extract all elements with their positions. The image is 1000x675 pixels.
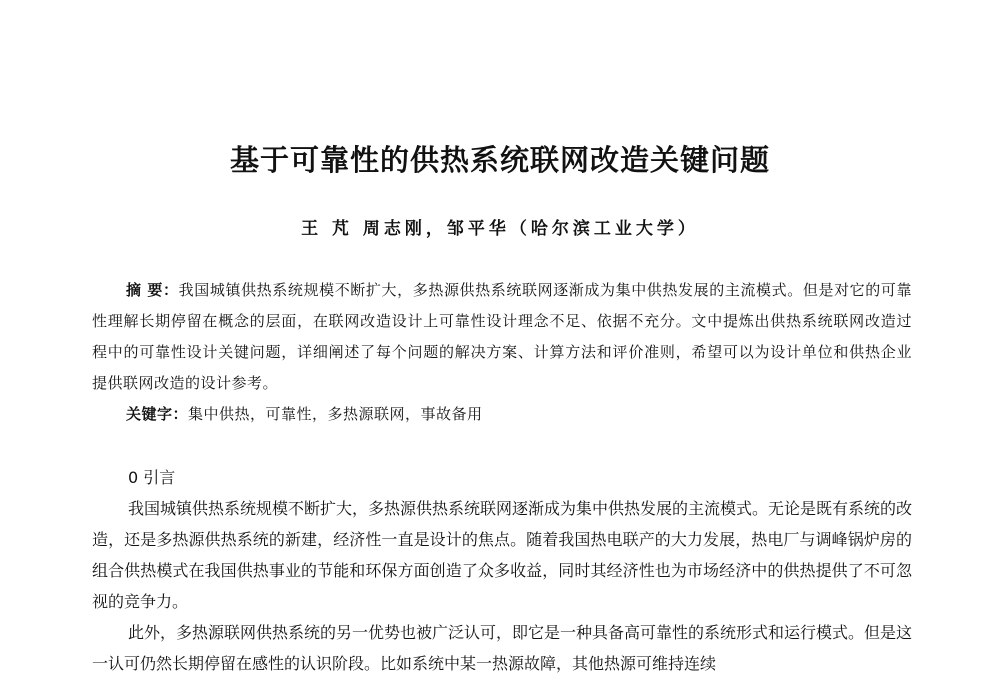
abstract-text: 我国城镇供热系统规模不断扩大，多热源供热系统联网逐渐成为集中供热发展的主流模式。但是对它的可靠性理解长期停留在概念的层面，在联网改造设计上可靠性设计理念不足、依据不充分。文中提炼出供热系统联网改造过程中的可靠性设计关键问题，详细阐述了每个问题的解决方案、计算方法和评价准则，希望可以为设计单位和供热企业提供联网改造的设计参考。 <box>92 281 912 392</box>
abstract-label: 摘 要： <box>126 281 179 299</box>
keywords-line <box>92 399 912 430</box>
keywords-text: 集中供热，可靠性，多热源联网，事故备用 <box>188 405 483 423</box>
abstract-paragraph <box>92 275 912 399</box>
introduction-body <box>92 493 912 675</box>
section-heading-introduction: 0 引言 <box>128 468 176 487</box>
body-paragraph: 我国城镇供热系统规模不断扩大，多热源供热系统联网逐渐成为集中供热发展的主流模式。无论是既有系统的改造，还是多热源供热系统的新建，经济性一直是设计的焦点。随着我国热电联产的大力发展，热电厂与调峰锅炉房的组合供热模式在我国供热事业的节能和环保方面创造了众多收益，同时其经济性也为市场经济中的供热提供了不可忽视的竞争力。 <box>92 499 913 611</box>
abstract-block <box>92 275 912 430</box>
paper-title: 基于可靠性的供热系统联网改造关键问题 <box>229 143 770 177</box>
author-line: 王 芃 周志刚，邹平华（哈尔滨工业大学） <box>301 219 699 239</box>
body-paragraph: 此外，多热源联网供热系统的另一优势也被广泛认可，即它是一种具备高可靠性的系统形式和运行模式。但是这一认可仍然长期停留在感性的认识阶段。比如系统中某一热源故障，其他热源可维持连续 <box>92 623 913 673</box>
keywords-label: 关键字： <box>126 405 189 423</box>
